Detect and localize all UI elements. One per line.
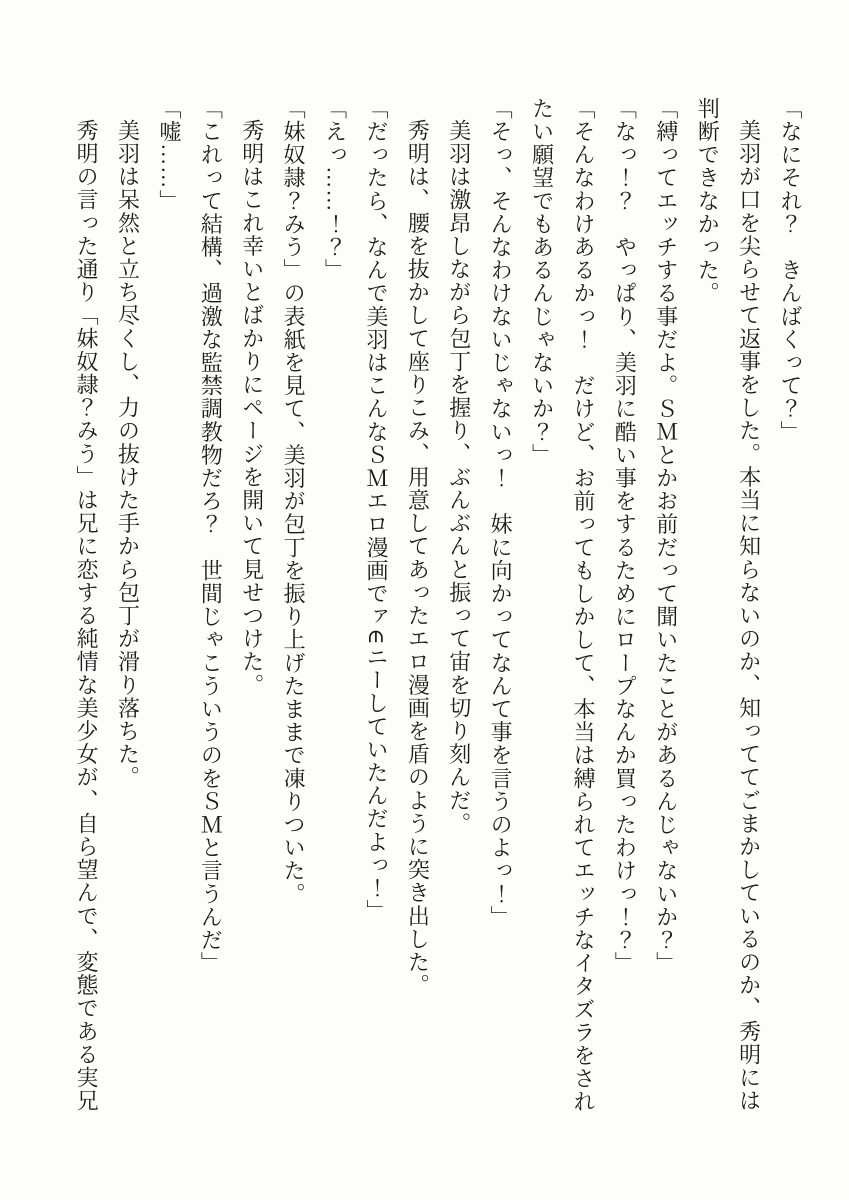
text-line: 「なにそれ？ きんばくって？」 bbox=[778, 97, 803, 444]
text-line: 「嘘……」 bbox=[156, 97, 182, 213]
text-line: 「なっ！？ やっぱり、美羽に酷い事をするためにロープなんか買ったわけっ！？」 bbox=[612, 97, 638, 975]
text-line: 「妹奴隷？みう」の表紙を見て、美羽が包丁を振り上げたままで凍りついた。 bbox=[281, 97, 307, 906]
text-line: 秀明は、腰を抜かして座りこみ、用意してあったエロ漫画を盾のように突き出した。 bbox=[405, 119, 431, 997]
text-line: 「これって結構、過激な監禁調教物だろ？ 世間じゃこういうのをＳＭと言うんだ」 bbox=[198, 97, 224, 975]
text-line: 「そんなわけあるかっ！ だけど、お前ってもしかして、本当は縛られてエッチなイタズラをされ bbox=[570, 97, 596, 1114]
text-line: たい願望でもあるんじゃないか？」 bbox=[529, 97, 555, 467]
text-line: 美羽は激昂しながら包丁を握り、ぶんぶんと振って宙を切り刻んだ。 bbox=[446, 119, 472, 836]
text-line: 美羽が口を尖らせて返事をした。本当に知らないのか、知っててごまかしているのか、秀明には bbox=[736, 119, 762, 1113]
text-line: 「だったら、なんで美羽はこんなＳＭエロ漫画でァ∈ニーしていたんだよっ！」 bbox=[363, 97, 389, 923]
text-line: 「そっ、そんなわけないじゃないっ！ 妹に向かってなんて事を言うのよっ！」 bbox=[488, 97, 514, 929]
text-line: 秀明の言った通り「妹奴隷？みう」は兄に恋する純情な美少女が、自ら望んで、変態である実兄 bbox=[74, 119, 100, 1113]
text-line: 美羽は呆然と立ち尽くし、力の抜けた手から包丁が滑り落ちた。 bbox=[115, 119, 141, 789]
text-body bbox=[66, 97, 811, 1137]
text-line: 判断できなかった。 bbox=[695, 97, 721, 305]
text-line: 秀明はこれ幸いとばかりにページを開いて見せつけた。 bbox=[239, 119, 265, 697]
text-line: 「縛ってエッチする事だよ。ＳＭとかお前だって聞いたことがあるんじゃないか？」 bbox=[653, 97, 679, 975]
text-line: 「えっ……！？」 bbox=[322, 97, 348, 282]
